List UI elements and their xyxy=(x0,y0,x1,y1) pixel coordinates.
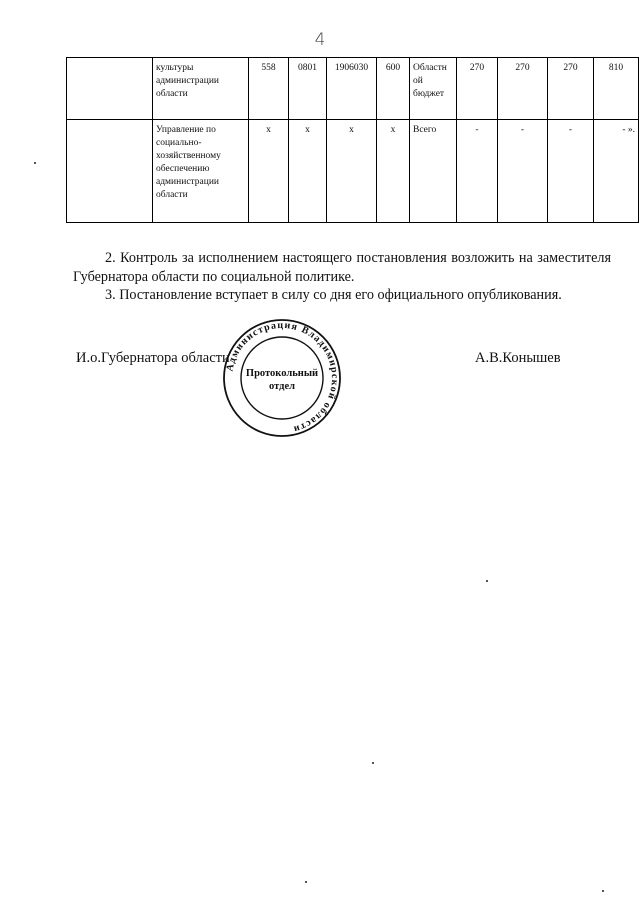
amount-cell: - xyxy=(457,120,498,223)
table-row xyxy=(67,120,639,223)
code-cell: 558 xyxy=(249,58,289,120)
recipient-cell: культуры администрации области xyxy=(153,58,249,120)
amount-cell: - xyxy=(498,120,548,223)
total-cell: - ». xyxy=(594,120,639,223)
scan-speck xyxy=(486,580,488,582)
paragraph-effective-date: 3. Постановление вступает в силу со дня его официального опубликования. xyxy=(105,287,562,303)
code-cell: x xyxy=(289,120,327,223)
code-cell: 600 xyxy=(377,58,410,120)
scan-speck xyxy=(372,762,374,764)
amount-cell: 270 xyxy=(457,58,498,120)
stamp-inner-line-1: Протокольный xyxy=(245,368,319,379)
budget-table xyxy=(66,57,639,223)
recipient-cell: Управление по социально-хозяйственному обеспечению администрации области xyxy=(153,120,249,223)
code-cell: 0801 xyxy=(289,58,327,120)
total-cell: 810 xyxy=(594,58,639,120)
stamp-inner-line-2: отдел xyxy=(269,381,295,392)
amount-cell: - xyxy=(548,120,594,223)
empty-cell xyxy=(67,58,153,120)
amount-cell: 270 xyxy=(548,58,594,120)
amount-cell: 270 xyxy=(498,58,548,120)
table-row xyxy=(67,58,639,120)
scan-speck xyxy=(34,162,36,164)
scan-speck xyxy=(305,881,307,883)
paragraph-control: 2. Контроль за исполнением настоящего постановления возложить на заместителя Губернатора области по социальной политике. xyxy=(73,250,611,285)
code-cell: x xyxy=(249,120,289,223)
code-cell: x xyxy=(377,120,410,223)
page-number: 4 xyxy=(314,30,326,50)
stamp-outer-text: Администрация Владимирской области xyxy=(224,319,341,435)
signatory-title: И.о.Губернатора области xyxy=(76,350,230,366)
signatory-name: А.В.Конышев xyxy=(475,350,561,366)
empty-cell xyxy=(67,120,153,223)
official-stamp xyxy=(217,318,347,438)
scan-speck xyxy=(602,890,604,892)
funding-source-cell: Всего xyxy=(410,120,457,223)
funding-source-cell: Областн ой бюджет xyxy=(410,58,457,120)
code-cell: 1906030 xyxy=(327,58,377,120)
code-cell: x xyxy=(327,120,377,223)
